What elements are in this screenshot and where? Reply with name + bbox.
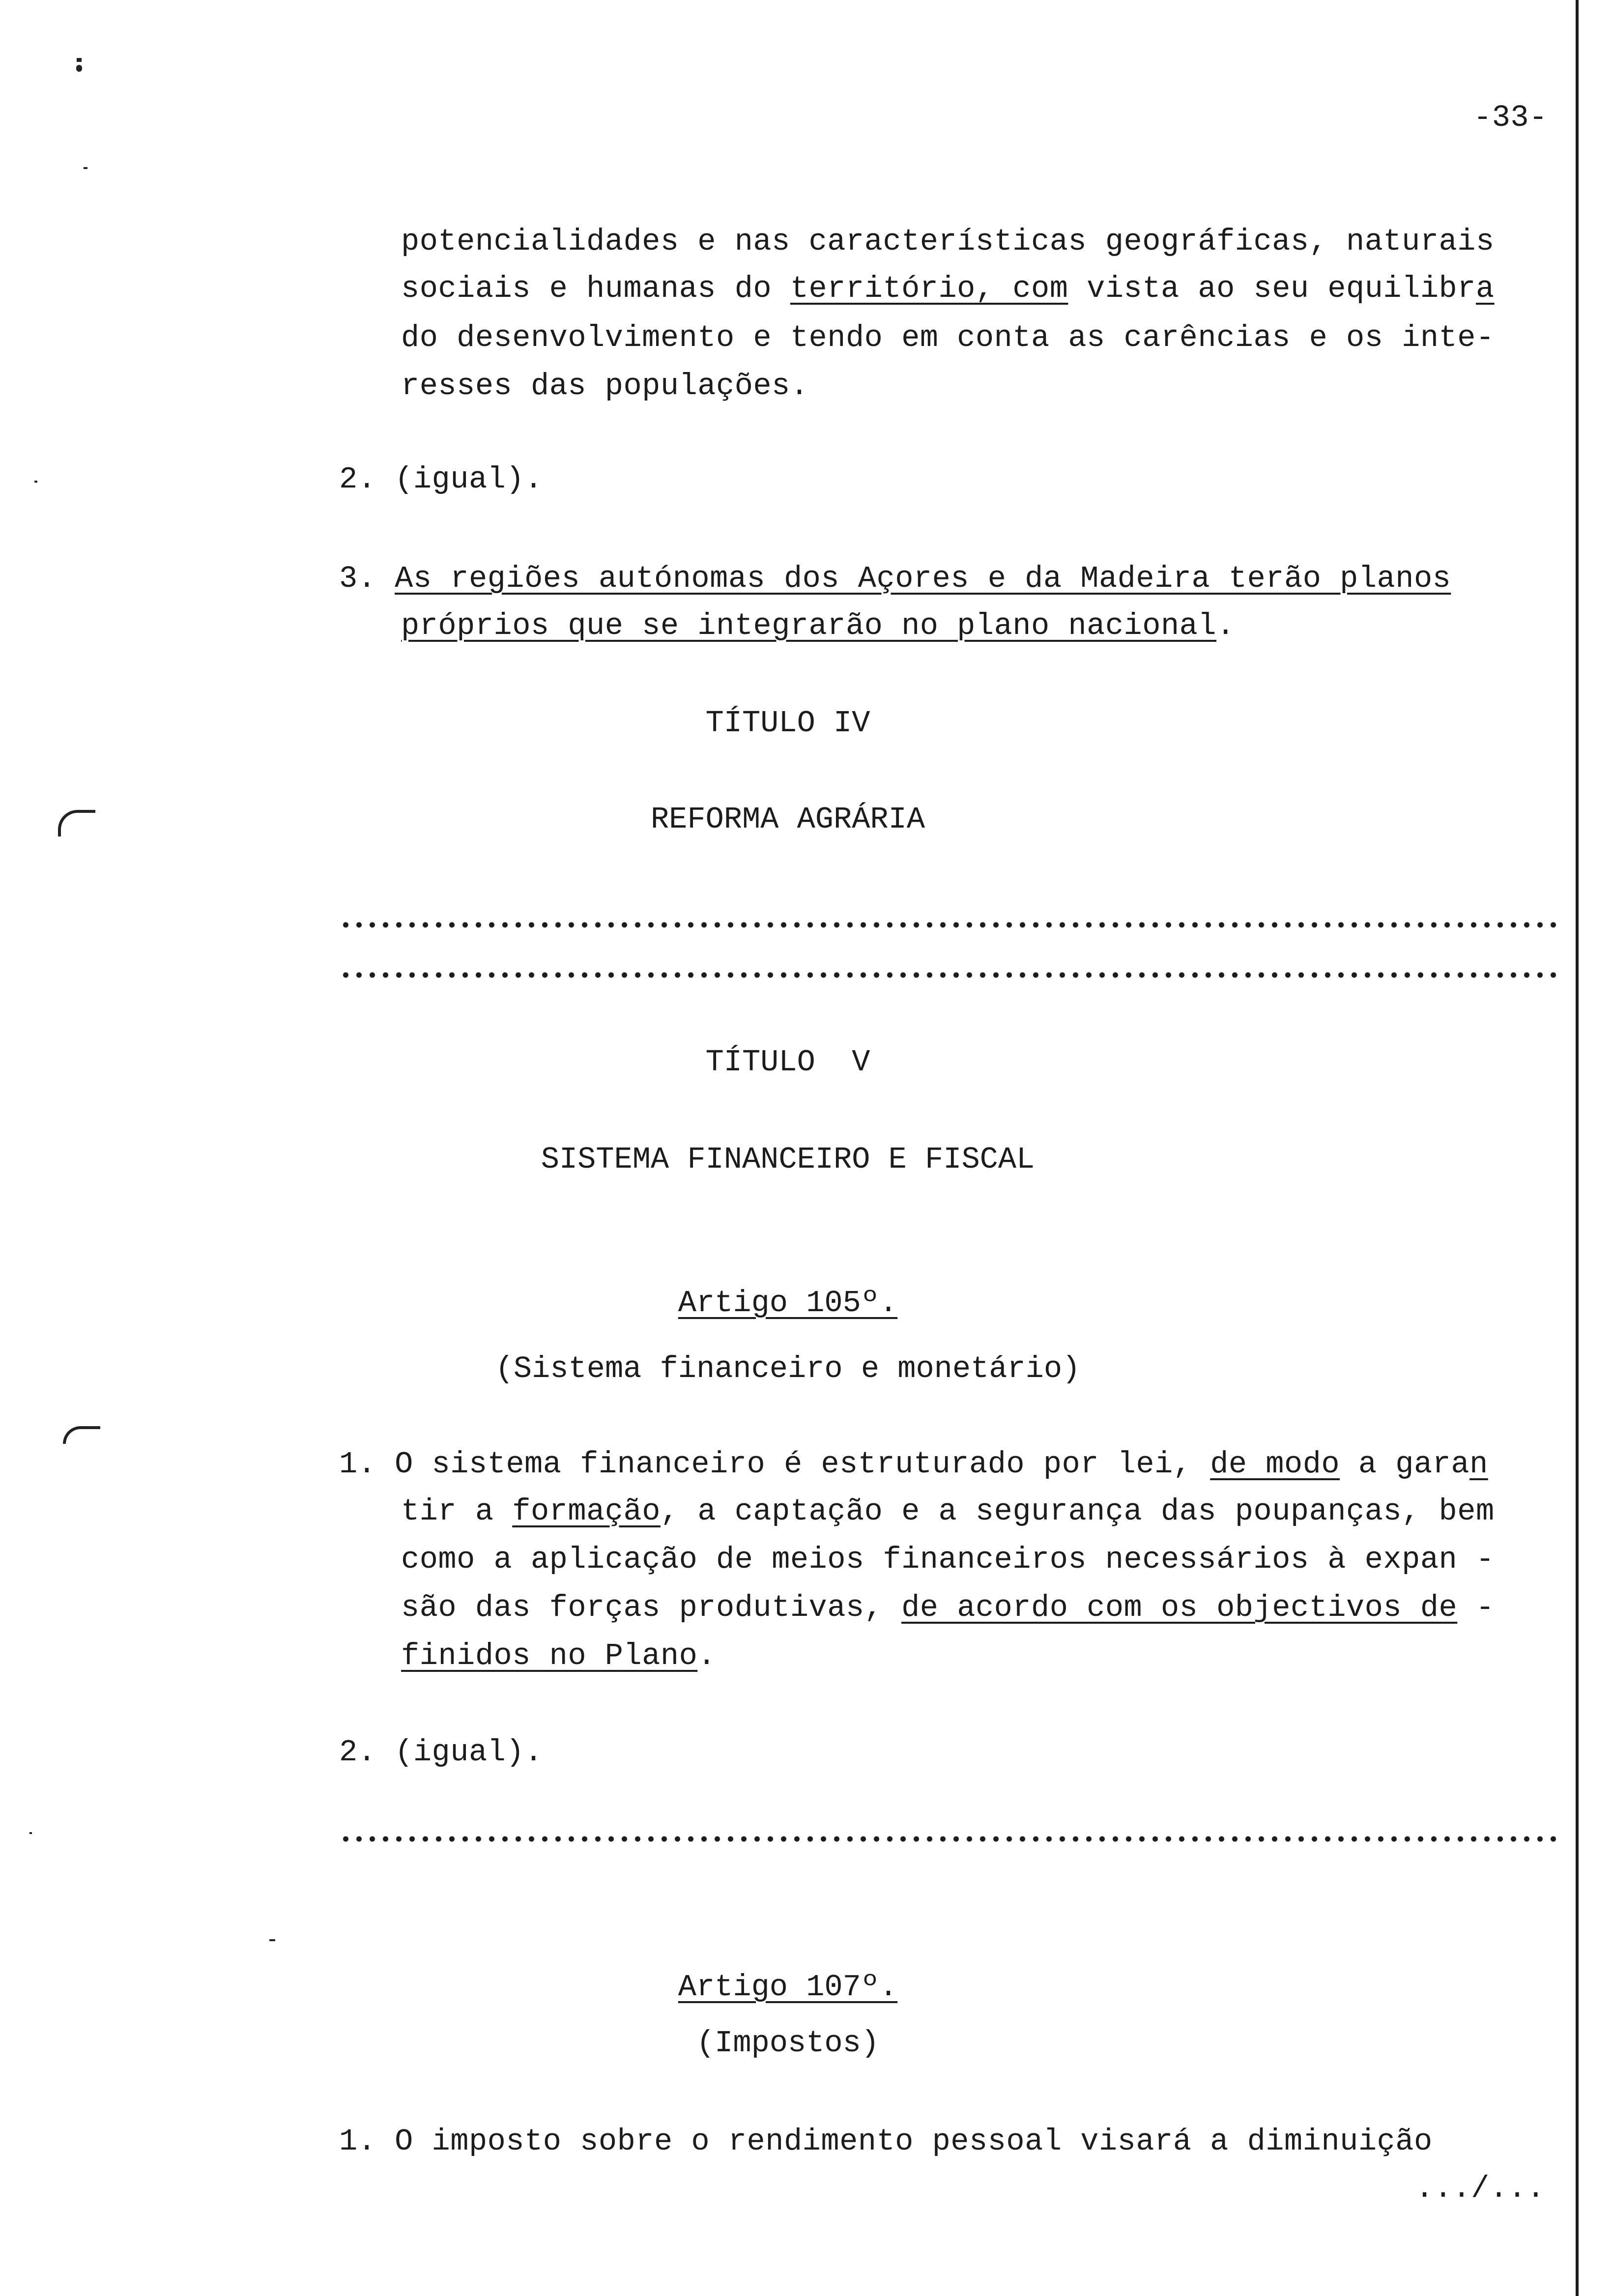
text-run: -	[1457, 1590, 1495, 1625]
article-subheading: (Sistema financeiro e monetário)	[495, 1351, 1081, 1386]
text-run: a gara	[1340, 1447, 1470, 1482]
text-run: são das forças produtivas,	[401, 1590, 902, 1625]
paragraph-line	[401, 1588, 1495, 1628]
text-run: tir a	[401, 1494, 513, 1529]
continuation-marker: .../...	[1415, 2171, 1545, 2206]
margin-mark	[29, 1832, 32, 1834]
article-heading	[0, 1284, 1576, 1323]
underlined-text: formação	[512, 1494, 661, 1529]
text-run: 1. O sistema financeiro é estruturado por lei,	[339, 1447, 1210, 1482]
text-run: .	[1216, 608, 1235, 643]
title-heading: TÍTULO IV	[705, 706, 870, 741]
underlined-text: de modo	[1210, 1447, 1340, 1482]
page-right-border	[1576, 0, 1579, 2296]
article-heading	[0, 1968, 1576, 2007]
text-run: .	[697, 1638, 717, 1673]
title-heading: TÍTULO V	[705, 1045, 870, 1080]
margin-mark	[63, 1426, 100, 1444]
article-subheading: (Impostos)	[696, 2026, 880, 2061]
paragraph-line: como a aplicação de meios financeiros necessários à expan -	[401, 1542, 1495, 1577]
underlined-text: Artigo 105º.	[678, 1286, 898, 1320]
underlined-text: finidos no Plano	[401, 1638, 698, 1673]
list-item-continuation	[401, 606, 1235, 646]
list-item: 2. (igual).	[339, 1735, 543, 1770]
margin-mark	[34, 481, 37, 483]
paragraph-line: do desenvolvimento e tendo em conta as carências e os inte-	[401, 320, 1495, 355]
paragraph-line	[401, 1636, 716, 1676]
page-number: -33-	[1473, 100, 1548, 135]
paragraph-line: potencialidades e nas características geográficas, naturais	[401, 224, 1495, 259]
title-subheading: SISTEMA FINANCEIRO E FISCAL	[541, 1142, 1035, 1177]
paragraph-line	[401, 1492, 1495, 1531]
text-run: vista ao seu equilibr	[1068, 271, 1476, 306]
underlined-text: a	[1475, 271, 1495, 306]
underlined-text: n	[1469, 1447, 1488, 1482]
underlined-text: As regiões autónomas dos Açores e da Madeira terão planos	[395, 561, 1451, 596]
margin-mark	[84, 167, 87, 169]
underlined-text: Artigo 107º.	[678, 1970, 898, 2005]
paragraph-line	[401, 269, 1495, 309]
ellipsis-row	[339, 972, 1558, 978]
paragraph-line: 1. O imposto sobre o rendimento pessoal visará a diminuição	[339, 2124, 1433, 2159]
margin-mark	[269, 1939, 275, 1941]
margin-mark	[76, 65, 82, 72]
text-run: sociais e humanas do	[401, 271, 790, 306]
item-number: 3.	[339, 561, 395, 596]
list-item	[339, 559, 1451, 599]
underlined-text: território, com	[790, 271, 1068, 306]
paragraph-line	[339, 1445, 1488, 1484]
text-run: , a captação e a segurança das poupanças, bem	[660, 1494, 1495, 1529]
ellipsis-row	[339, 1836, 1558, 1842]
underlined-text: próprios que se integrarão no plano nacional	[401, 608, 1217, 643]
margin-mark	[77, 58, 82, 62]
underlined-text: de acordo com os objectivos de	[901, 1590, 1458, 1625]
title-subheading: REFORMA AGRÁRIA	[650, 802, 925, 837]
paragraph-line: resses das populações.	[401, 369, 809, 403]
ellipsis-row	[339, 922, 1558, 928]
list-item: 2. (igual).	[339, 462, 543, 497]
